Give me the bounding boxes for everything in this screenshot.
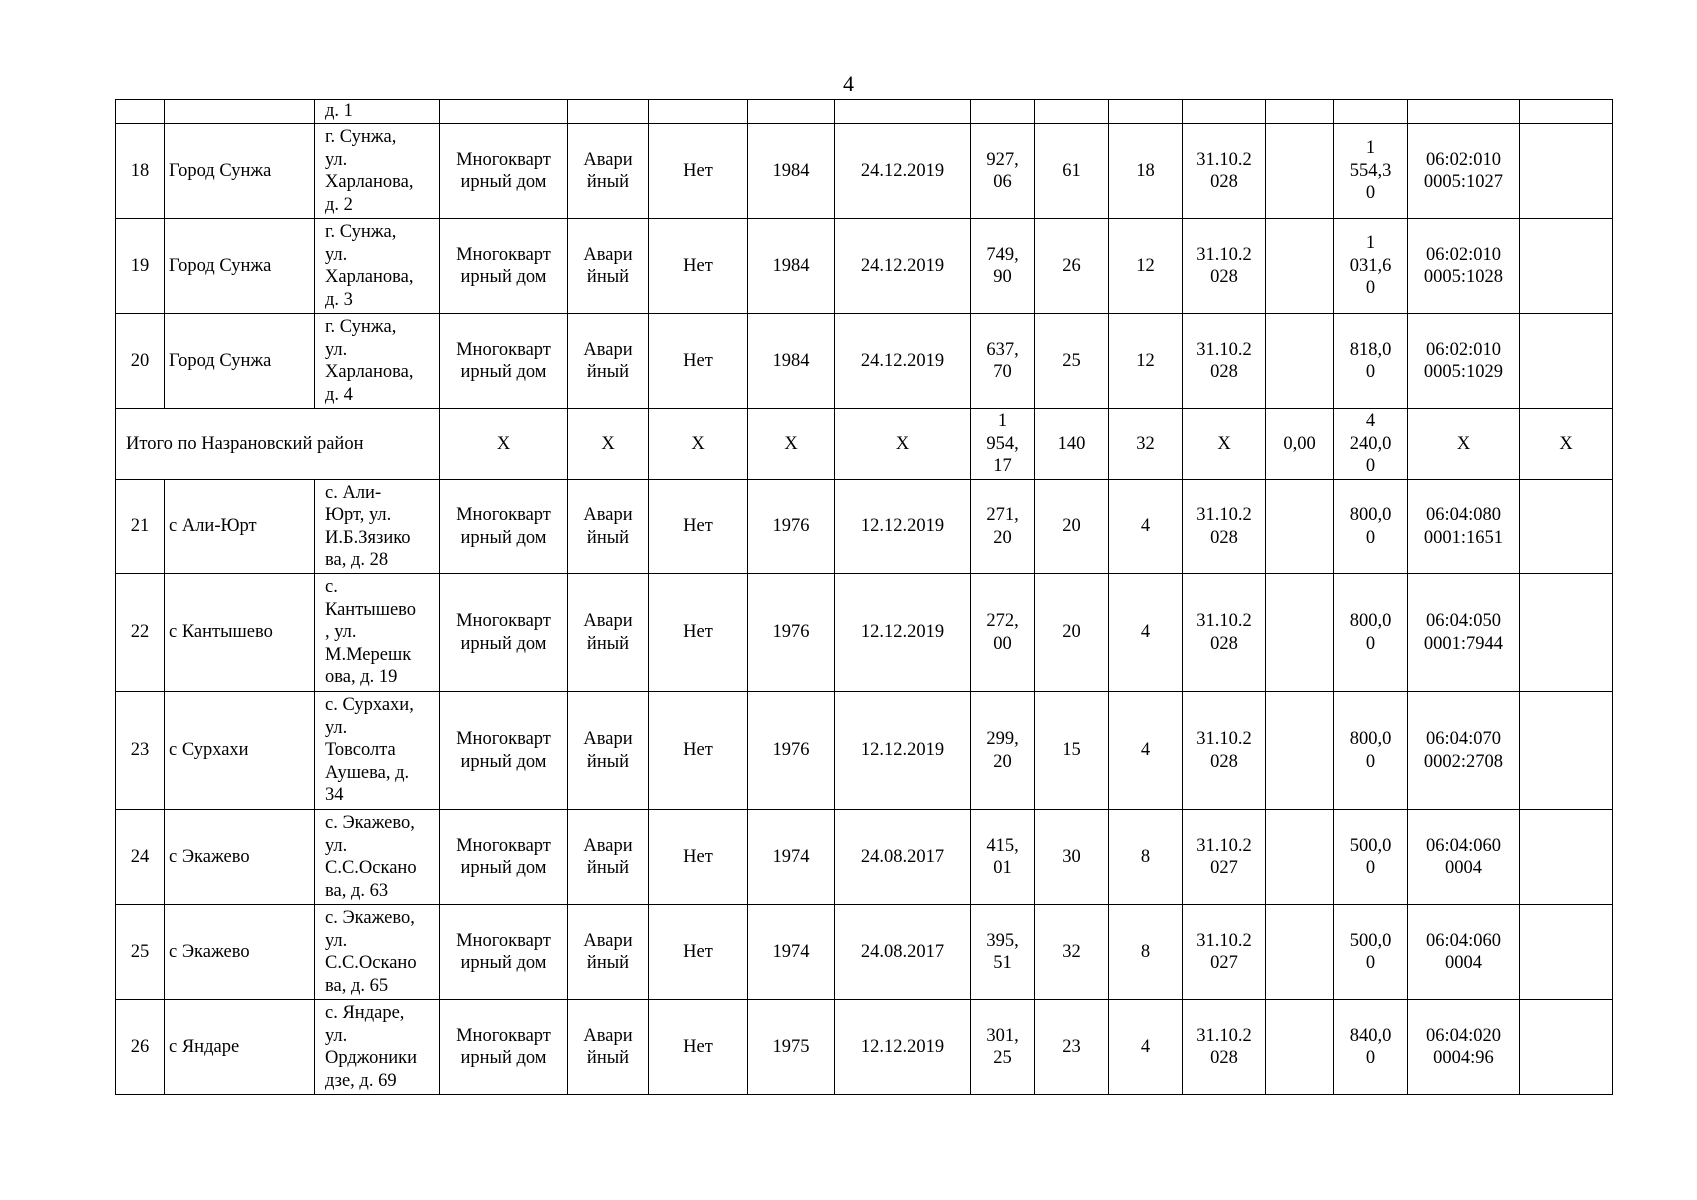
cell-flag: Нет [649,574,748,692]
cell-year: 1976 [748,480,835,574]
cell-residents: 20 [1035,574,1109,692]
cell-building-type: Многокварт ирный дом [440,480,568,574]
table-row [116,480,1613,574]
total-label: Итого по Назрановский район [116,409,440,480]
cell-extra [1266,124,1334,219]
cell-address: с. Экажево, ул. С.С.Оскано ва, д. 65 [315,905,440,1000]
cell-address: д. 1 [315,100,440,124]
cell-units: 4 [1109,574,1183,692]
cell-flag: Нет [649,124,748,219]
cell-deadline: 31.10.2 028 [1183,314,1266,409]
cell-area: 299, 20 [971,692,1035,810]
total-extra: 0,00 [1266,409,1334,480]
cell-building-type: Многокварт ирный дом [440,810,568,905]
cell-area: 415, 01 [971,810,1035,905]
cell-units: 8 [1109,905,1183,1000]
cell-extra [1266,905,1334,1000]
cell-empty [649,100,748,124]
cell-extra [1266,810,1334,905]
total-cell-x: X [649,409,748,480]
cell-extra [1266,480,1334,574]
total-cell-x: X [1408,409,1520,480]
cell-cadastral-number: 06:04:060 0004 [1408,810,1520,905]
table-body-total [116,409,1613,480]
cell-date: 24.08.2017 [835,905,971,1000]
cell-empty [1183,100,1266,124]
cell-area: 271, 20 [971,480,1035,574]
cell-settlement: с Экажево [165,810,315,905]
cell-flag: Нет [649,314,748,409]
cell-number: 20 [116,314,165,409]
cell-year: 1974 [748,905,835,1000]
cell-empty [1520,124,1613,219]
total-row [116,409,1613,480]
cell-amount: 500,0 0 [1334,810,1408,905]
cell-address: г. Сунжа, ул. Харланова, д. 2 [315,124,440,219]
cell-building-type: Многокварт ирный дом [440,124,568,219]
cell-year: 1984 [748,314,835,409]
cell-flag: Нет [649,1000,748,1095]
cell-settlement: с Кантышево [165,574,315,692]
total-area: 1 954, 17 [971,409,1035,480]
cell-condition: Авари йный [568,314,649,409]
total-cell-x: X [748,409,835,480]
cell-year: 1976 [748,692,835,810]
cell-settlement: Город Сунжа [165,219,315,314]
cell-year: 1974 [748,810,835,905]
total-cell-x: X [568,409,649,480]
cell-deadline: 31.10.2 028 [1183,574,1266,692]
cell-residents: 20 [1035,480,1109,574]
cell-address: г. Сунжа, ул. Харланова, д. 3 [315,219,440,314]
total-units: 32 [1109,409,1183,480]
cell-residents: 32 [1035,905,1109,1000]
cell-number: 21 [116,480,165,574]
cell-units: 12 [1109,219,1183,314]
cell-empty [1408,100,1520,124]
cell-empty [1520,314,1613,409]
cell-units: 8 [1109,810,1183,905]
cell-address: с. Али- Юрт, ул. И.Б.Зязико ва, д. 28 [315,480,440,574]
cell-units: 4 [1109,1000,1183,1095]
cell-date: 12.12.2019 [835,574,971,692]
table-row-continued [116,100,1613,124]
cell-amount: 800,0 0 [1334,480,1408,574]
cell-number: 26 [116,1000,165,1095]
cell-building-type: Многокварт ирный дом [440,1000,568,1095]
cell-date: 24.08.2017 [835,810,971,905]
cell-settlement: с Экажево [165,905,315,1000]
cell-condition: Авари йный [568,480,649,574]
cell-year: 1984 [748,124,835,219]
cell-empty [116,100,165,124]
cell-cadastral-number: 06:04:070 0002:2708 [1408,692,1520,810]
cell-empty [1520,219,1613,314]
cell-empty [1266,100,1334,124]
cell-residents: 23 [1035,1000,1109,1095]
cell-deadline: 31.10.2 028 [1183,692,1266,810]
table-row [116,905,1613,1000]
cell-address: с. Кантышево , ул. М.Мерешк ова, д. 19 [315,574,440,692]
table-row [116,810,1613,905]
housing-register-table [115,99,1613,1095]
cell-amount: 500,0 0 [1334,905,1408,1000]
cell-deadline: 31.10.2 027 [1183,905,1266,1000]
cell-address: г. Сунжа, ул. Харланова, д. 4 [315,314,440,409]
cell-amount: 800,0 0 [1334,692,1408,810]
total-people: 140 [1035,409,1109,480]
cell-number: 24 [116,810,165,905]
table-body-lower [116,480,1613,1095]
cell-settlement: с Али-Юрт [165,480,315,574]
cell-empty [1109,100,1183,124]
cell-number: 25 [116,905,165,1000]
cell-extra [1266,219,1334,314]
cell-building-type: Многокварт ирный дом [440,314,568,409]
cell-flag: Нет [649,480,748,574]
cell-empty [1520,692,1613,810]
total-cell-x: X [1183,409,1266,480]
cell-flag: Нет [649,810,748,905]
cell-residents: 61 [1035,124,1109,219]
cell-residents: 15 [1035,692,1109,810]
cell-extra [1266,1000,1334,1095]
cell-residents: 30 [1035,810,1109,905]
cell-number: 22 [116,574,165,692]
cell-amount: 800,0 0 [1334,574,1408,692]
cell-number: 18 [116,124,165,219]
cell-empty [1520,1000,1613,1095]
cell-area: 637, 70 [971,314,1035,409]
cell-building-type: Многокварт ирный дом [440,905,568,1000]
cell-cadastral-number: 06:04:060 0004 [1408,905,1520,1000]
cell-area: 272, 00 [971,574,1035,692]
cell-date: 24.12.2019 [835,124,971,219]
cell-cadastral-number: 06:02:010 0005:1028 [1408,219,1520,314]
cell-empty [1520,810,1613,905]
cell-flag: Нет [649,692,748,810]
cell-address: с. Сурхахи, ул. Товсолта Аушева, д. 34 [315,692,440,810]
cell-units: 12 [1109,314,1183,409]
total-sum: 4 240,0 0 [1334,409,1408,480]
cell-empty [1520,100,1613,124]
cell-settlement: с Яндаре [165,1000,315,1095]
cell-condition: Авари йный [568,810,649,905]
cell-extra [1266,314,1334,409]
cell-amount: 840,0 0 [1334,1000,1408,1095]
cell-settlement: Город Сунжа [165,124,315,219]
cell-deadline: 31.10.2 028 [1183,219,1266,314]
cell-residents: 26 [1035,219,1109,314]
cell-amount: 1 554,3 0 [1334,124,1408,219]
cell-condition: Авари йный [568,124,649,219]
cell-deadline: 31.10.2 028 [1183,1000,1266,1095]
cell-empty [1035,100,1109,124]
cell-cadastral-number: 06:04:050 0001:7944 [1408,574,1520,692]
cell-date: 24.12.2019 [835,219,971,314]
cell-amount: 818,0 0 [1334,314,1408,409]
cell-condition: Авари йный [568,1000,649,1095]
cell-condition: Авари йный [568,692,649,810]
table-row [116,219,1613,314]
cell-empty [971,100,1035,124]
cell-units: 4 [1109,480,1183,574]
cell-empty [1520,480,1613,574]
cell-building-type: Многокварт ирный дом [440,574,568,692]
cell-settlement: Город Сунжа [165,314,315,409]
cell-extra [1266,574,1334,692]
table-row [116,692,1613,810]
cell-condition: Авари йный [568,574,649,692]
cell-year: 1975 [748,1000,835,1095]
total-cell-x: X [835,409,971,480]
cell-empty [1520,574,1613,692]
cell-year: 1976 [748,574,835,692]
table-row [116,1000,1613,1095]
cell-deadline: 31.10.2 027 [1183,810,1266,905]
cell-area: 301, 25 [971,1000,1035,1095]
cell-date: 12.12.2019 [835,1000,971,1095]
table-row [116,574,1613,692]
cell-units: 4 [1109,692,1183,810]
table-row [116,314,1613,409]
cell-cadastral-number: 06:02:010 0005:1029 [1408,314,1520,409]
cell-number: 19 [116,219,165,314]
cell-address: с. Экажево, ул. С.С.Оскано ва, д. 63 [315,810,440,905]
cell-area: 927, 06 [971,124,1035,219]
cell-empty [440,100,568,124]
cell-empty [835,100,971,124]
cell-address: с. Яндаре, ул. Орджоники дзе, д. 69 [315,1000,440,1095]
cell-amount: 1 031,6 0 [1334,219,1408,314]
cell-cadastral-number: 06:02:010 0005:1027 [1408,124,1520,219]
cell-date: 12.12.2019 [835,480,971,574]
cell-date: 12.12.2019 [835,692,971,810]
total-cell-x: X [1520,409,1613,480]
cell-flag: Нет [649,219,748,314]
cell-empty [1520,905,1613,1000]
cell-units: 18 [1109,124,1183,219]
cell-flag: Нет [649,905,748,1000]
cell-empty [165,100,315,124]
cell-empty [748,100,835,124]
cell-residents: 25 [1035,314,1109,409]
cell-extra [1266,692,1334,810]
cell-cadastral-number: 06:04:080 0001:1651 [1408,480,1520,574]
cell-condition: Авари йный [568,219,649,314]
cell-year: 1984 [748,219,835,314]
cell-empty [568,100,649,124]
cell-area: 395, 51 [971,905,1035,1000]
cell-deadline: 31.10.2 028 [1183,480,1266,574]
cell-number: 23 [116,692,165,810]
table-body-upper [116,100,1613,409]
table-row [116,124,1613,219]
cell-building-type: Многокварт ирный дом [440,219,568,314]
cell-building-type: Многокварт ирный дом [440,692,568,810]
cell-empty [1334,100,1408,124]
cell-condition: Авари йный [568,905,649,1000]
cell-date: 24.12.2019 [835,314,971,409]
cell-deadline: 31.10.2 028 [1183,124,1266,219]
cell-settlement: с Сурхахи [165,692,315,810]
page-number: 4 [843,71,854,96]
cell-cadastral-number: 06:04:020 0004:96 [1408,1000,1520,1095]
cell-area: 749, 90 [971,219,1035,314]
total-cell-x: X [440,409,568,480]
